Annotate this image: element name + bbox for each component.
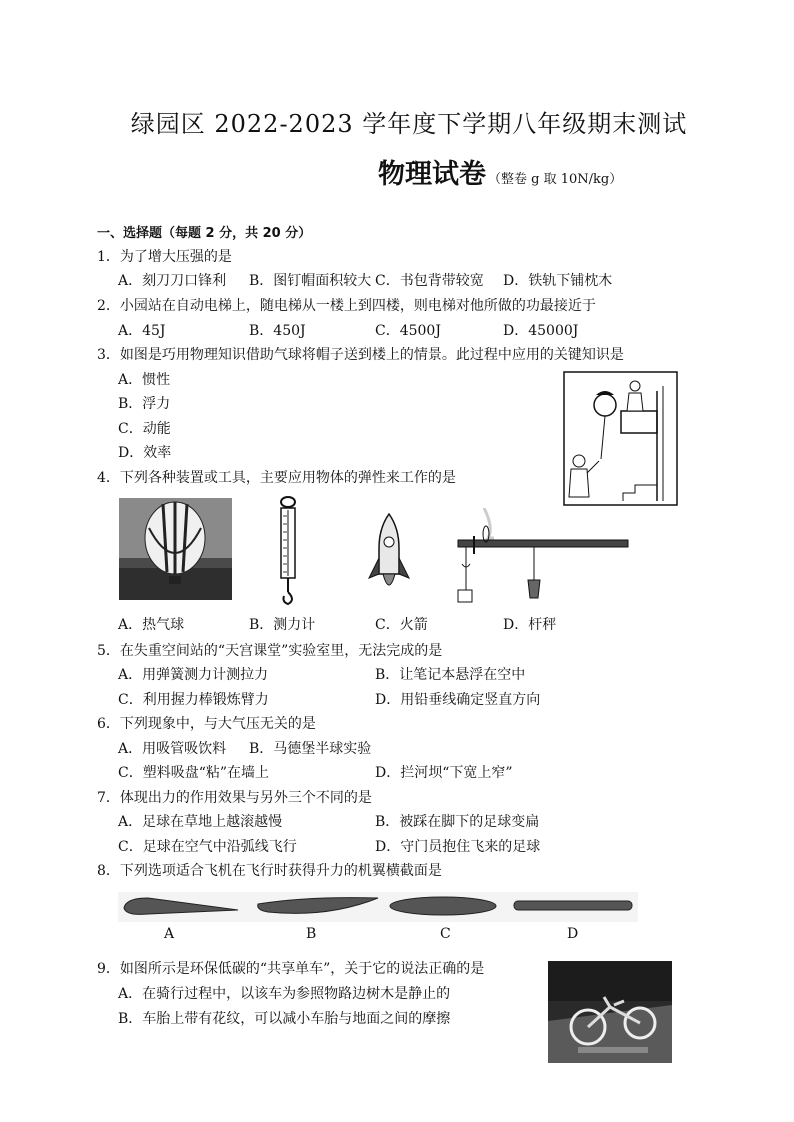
q9-option-b: B．车胎上带有花纹，可以减小车胎与地面之间的摩擦 bbox=[118, 1011, 451, 1027]
q3-stem: 3．如图是巧用物理知识借助气球将帽子送到楼上的情景。此过程中应用的关键知识是 bbox=[97, 347, 624, 363]
q2-option-a: A．45J bbox=[118, 323, 166, 339]
wing-label-c: C bbox=[440, 926, 451, 942]
wing-label-d: D bbox=[567, 926, 579, 942]
q2-stem: 2．小园站在自动电梯上，随电梯从一楼上到四楼，则电梯对他所做的功最接近于 bbox=[97, 298, 596, 314]
q7-stem: 7．体现出力的作用效果与另外三个不同的是 bbox=[97, 790, 372, 806]
q5-option-c: C．利用握力棒锻炼臂力 bbox=[118, 692, 269, 708]
q4-option-a: A．热气球 bbox=[118, 617, 185, 633]
q2-option-d: D．45000J bbox=[503, 323, 579, 339]
q3-option-b: B．浮力 bbox=[118, 396, 171, 412]
exam-subtitle: 物理试卷 bbox=[378, 159, 486, 190]
q6-option-d: D．拦河坝“下宽上窄” bbox=[375, 765, 513, 781]
q5-option-d: D．用铅垂线确定竖直方向 bbox=[375, 692, 541, 708]
q4-option-d: D．杆秤 bbox=[503, 617, 557, 633]
hot-air-balloon-image bbox=[119, 498, 232, 600]
q9-stem: 9．如图所示是环保低碳的“共享单车”，关于它的说法正确的是 bbox=[97, 961, 485, 977]
q1-option-a: A．刻刀刀口锋利 bbox=[118, 273, 227, 289]
balloon-hat-figure bbox=[563, 371, 678, 506]
q3-option-d: D．效率 bbox=[118, 445, 172, 461]
q1-option-d: D．铁轨下铺枕木 bbox=[503, 273, 613, 289]
q7-option-d: D．守门员抱住飞来的足球 bbox=[375, 839, 541, 855]
q2-option-c: C．4500J bbox=[375, 323, 441, 339]
q2-option-b: B．450J bbox=[249, 323, 306, 339]
shared-bicycle-image bbox=[548, 961, 672, 1063]
q3-option-a: A．惯性 bbox=[118, 372, 171, 388]
q9-option-a: A．在骑行过程中，以该车为参照物路边树木是静止的 bbox=[118, 986, 451, 1002]
exam-subnote: （整卷 g 取 10N/kg） bbox=[488, 172, 623, 187]
q8-stem: 8．下列选项适合飞机在飞行时获得升力的机翼横截面是 bbox=[97, 863, 442, 879]
q6-stem: 6．下列现象中，与大气压无关的是 bbox=[97, 716, 316, 732]
q3-option-c: C．动能 bbox=[118, 421, 171, 437]
q7-option-b: B．被踩在脚下的足球变扁 bbox=[375, 814, 540, 830]
q7-option-a: A．足球在草地上越滚越慢 bbox=[118, 814, 283, 830]
spring-scale-image bbox=[274, 496, 302, 606]
section-heading: 一、选择题（每题 2 分，共 20 分） bbox=[97, 226, 312, 241]
wing-cross-sections bbox=[118, 892, 638, 922]
q4-option-c: C．火箭 bbox=[375, 617, 428, 633]
rocket-image bbox=[367, 512, 411, 598]
q6-option-a: A．用吸管吸饮料 bbox=[118, 741, 227, 757]
q1-stem: 1．为了增大压强的是 bbox=[97, 249, 232, 265]
exam-subtitle-row bbox=[378, 152, 622, 191]
wing-label-a: A bbox=[164, 926, 175, 942]
q6-option-b: B．马德堡半球实验 bbox=[249, 741, 372, 757]
exam-title: 绿园区 2022-2023 学年度下学期八年级期末测试 bbox=[130, 110, 688, 138]
q5-option-a: A．用弹簧测力计测拉力 bbox=[118, 667, 269, 683]
q7-option-c: C．足球在空气中沿弧线飞行 bbox=[118, 839, 297, 855]
steelyard-image bbox=[454, 508, 634, 606]
q5-option-b: B．让笔记本悬浮在空中 bbox=[375, 667, 526, 683]
q4-option-b: B．测力计 bbox=[249, 617, 316, 633]
q6-option-c: C．塑料吸盘“粘”在墙上 bbox=[118, 765, 270, 781]
wing-label-b: B bbox=[306, 926, 317, 942]
q1-option-b: B．图钉帽面积较大 bbox=[249, 273, 372, 289]
q4-stem: 4．下列各种装置或工具，主要应用物体的弹性来工作的是 bbox=[97, 470, 456, 486]
q1-option-c: C．书包背带较宽 bbox=[375, 273, 484, 289]
q5-stem: 5．在失重空间站的“天宫课堂”实验室里，无法完成的是 bbox=[97, 643, 443, 659]
